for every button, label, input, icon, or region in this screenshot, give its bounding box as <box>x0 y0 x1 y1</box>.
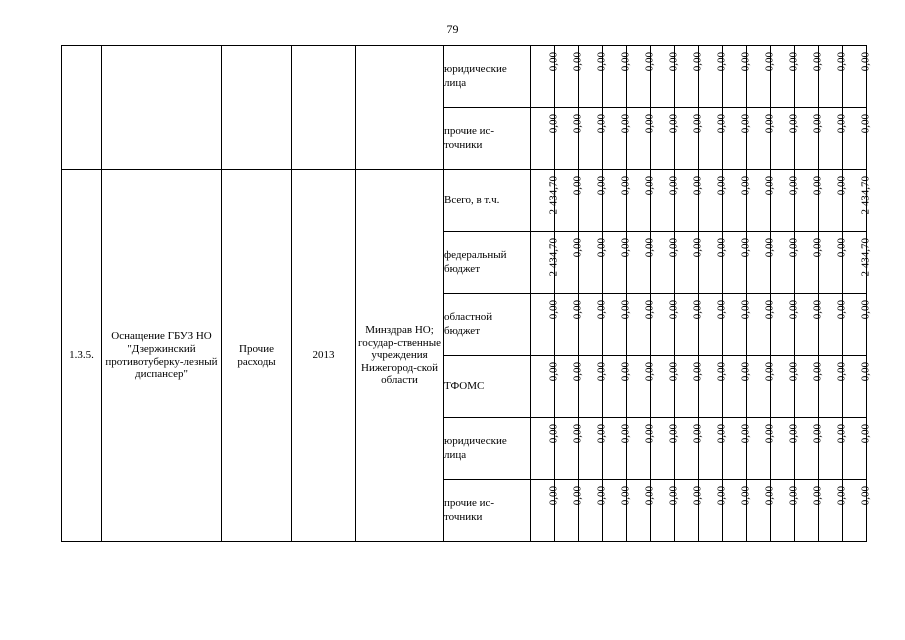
value-cell <box>579 294 607 356</box>
value-text: 0,00 <box>763 238 775 258</box>
value-cell <box>819 46 847 108</box>
item-name: Оснащение ГБУЗ НО "Дзержинский противотуберку-лезный диспансер" <box>102 170 222 542</box>
funding-source: ТФОМС <box>444 356 531 418</box>
value-text: 0,00 <box>859 300 871 320</box>
value-cell <box>579 108 607 170</box>
value-cell <box>819 356 847 418</box>
budget-table <box>61 45 871 542</box>
value-cell <box>651 46 679 108</box>
value-cell <box>795 294 823 356</box>
funding-source: юридические лица <box>444 418 531 480</box>
value-cell <box>723 108 751 170</box>
value-text: 0,00 <box>595 52 607 72</box>
value-cell <box>603 170 631 232</box>
value-cell <box>675 46 703 108</box>
value-cell <box>699 170 727 232</box>
value-text: 0,00 <box>835 52 847 72</box>
value-cell <box>555 480 583 542</box>
value-cell <box>795 170 823 232</box>
value-text: 0,00 <box>787 176 799 196</box>
value-text: 0,00 <box>667 52 679 72</box>
value-cell <box>603 418 631 480</box>
value-text: 0,00 <box>835 486 847 506</box>
value-text: 0,00 <box>667 424 679 444</box>
funding-source: прочие ис-точники <box>444 480 531 542</box>
value-text: 0,00 <box>739 300 751 320</box>
value-text: 2 434,70 <box>859 176 871 215</box>
value-cell <box>627 418 655 480</box>
value-cell <box>771 294 799 356</box>
value-text: 0,00 <box>547 300 559 320</box>
value-text: 0,00 <box>571 362 583 382</box>
value-cell <box>603 108 631 170</box>
value-text: 0,00 <box>667 486 679 506</box>
value-cell <box>819 108 847 170</box>
value-cell <box>795 480 823 542</box>
value-cell <box>843 108 871 170</box>
value-text: 0,00 <box>859 114 871 134</box>
value-text: 0,00 <box>691 300 703 320</box>
value-text: 0,00 <box>643 238 655 258</box>
item-executor: Минздрав НО; государ-ственные учреждения Нижегород-ской области <box>356 170 444 542</box>
value-text: 0,00 <box>595 176 607 196</box>
value-text: 0,00 <box>571 300 583 320</box>
value-cell <box>771 356 799 418</box>
value-text: 0,00 <box>619 52 631 72</box>
value-cell <box>555 294 583 356</box>
value-cell <box>843 294 871 356</box>
value-cell <box>771 46 799 108</box>
value-cell <box>651 356 679 418</box>
table-row <box>62 46 867 108</box>
value-text: 0,00 <box>691 362 703 382</box>
value-cell <box>579 232 607 294</box>
value-text: 0,00 <box>643 176 655 196</box>
value-text: 0,00 <box>787 52 799 72</box>
value-text: 0,00 <box>763 486 775 506</box>
value-cell <box>651 108 679 170</box>
value-text: 0,00 <box>691 176 703 196</box>
value-text: 0,00 <box>835 114 847 134</box>
value-cell <box>579 46 607 108</box>
value-text: 0,00 <box>787 486 799 506</box>
value-cell <box>843 232 871 294</box>
value-text: 0,00 <box>715 300 727 320</box>
value-cell <box>627 356 655 418</box>
value-cell <box>555 170 583 232</box>
value-cell <box>795 108 823 170</box>
value-text: 0,00 <box>859 52 871 72</box>
value-cell <box>627 294 655 356</box>
value-cell <box>531 46 559 108</box>
continued-year-cell <box>292 46 356 170</box>
value-text: 0,00 <box>811 300 823 320</box>
value-cell <box>771 108 799 170</box>
value-cell <box>603 46 631 108</box>
page-number: 79 <box>446 22 459 36</box>
value-cell <box>603 480 631 542</box>
value-cell <box>819 294 847 356</box>
value-text: 0,00 <box>739 176 751 196</box>
value-text: 0,00 <box>571 424 583 444</box>
value-text: 0,00 <box>643 424 655 444</box>
value-cell <box>651 232 679 294</box>
value-text: 0,00 <box>595 424 607 444</box>
value-text: 0,00 <box>667 362 679 382</box>
value-cell <box>699 294 727 356</box>
value-cell <box>795 356 823 418</box>
value-text: 0,00 <box>739 114 751 134</box>
value-cell <box>555 418 583 480</box>
value-cell <box>771 170 799 232</box>
value-text: 0,00 <box>715 362 727 382</box>
value-cell <box>843 356 871 418</box>
value-cell <box>699 46 727 108</box>
value-text: 0,00 <box>811 486 823 506</box>
value-cell <box>627 480 655 542</box>
value-text: 0,00 <box>571 486 583 506</box>
value-cell <box>747 356 775 418</box>
value-cell <box>699 232 727 294</box>
value-cell <box>723 418 751 480</box>
funding-source: прочие ис-точники <box>444 108 531 170</box>
value-text: 0,00 <box>859 486 871 506</box>
value-cell <box>531 480 559 542</box>
value-text: 0,00 <box>619 176 631 196</box>
value-cell <box>819 418 847 480</box>
value-cell <box>531 108 559 170</box>
value-cell <box>747 480 775 542</box>
value-cell <box>795 232 823 294</box>
value-text: 0,00 <box>547 362 559 382</box>
continued-name-cell <box>102 46 222 170</box>
value-text: 0,00 <box>787 424 799 444</box>
value-text: 0,00 <box>811 238 823 258</box>
value-text: 0,00 <box>571 176 583 196</box>
value-text: 0,00 <box>643 486 655 506</box>
funding-source: областной бюджет <box>444 294 531 356</box>
value-text: 0,00 <box>811 52 823 72</box>
value-cell <box>675 232 703 294</box>
value-cell <box>579 356 607 418</box>
value-text: 0,00 <box>619 362 631 382</box>
value-text: 0,00 <box>715 486 727 506</box>
value-cell <box>699 480 727 542</box>
value-cell <box>651 480 679 542</box>
value-cell <box>747 232 775 294</box>
value-cell <box>555 46 583 108</box>
value-text: 0,00 <box>739 424 751 444</box>
value-text: 0,00 <box>667 176 679 196</box>
value-cell <box>555 232 583 294</box>
value-cell <box>723 170 751 232</box>
value-text: 0,00 <box>739 486 751 506</box>
value-text: 0,00 <box>763 114 775 134</box>
item-year: 2013 <box>292 170 356 542</box>
value-cell <box>675 356 703 418</box>
value-text: 0,00 <box>667 300 679 320</box>
value-text: 0,00 <box>787 238 799 258</box>
continued-expense-cell <box>222 46 292 170</box>
value-text: 0,00 <box>811 176 823 196</box>
value-text: 0,00 <box>859 424 871 444</box>
value-text: 0,00 <box>739 52 751 72</box>
continued-executor-cell <box>356 46 444 170</box>
value-text: 0,00 <box>595 300 607 320</box>
value-text: 0,00 <box>595 238 607 258</box>
funding-source: Всего, в т.ч. <box>444 170 531 232</box>
value-text: 0,00 <box>643 362 655 382</box>
value-text: 0,00 <box>667 114 679 134</box>
value-cell <box>723 232 751 294</box>
value-cell <box>795 418 823 480</box>
value-cell <box>603 294 631 356</box>
value-text: 0,00 <box>595 114 607 134</box>
value-cell <box>747 418 775 480</box>
value-cell <box>723 356 751 418</box>
value-cell <box>675 108 703 170</box>
value-cell <box>699 108 727 170</box>
value-cell <box>843 418 871 480</box>
value-cell <box>723 480 751 542</box>
value-text: 2 434,70 <box>547 238 559 277</box>
value-text: 0,00 <box>571 114 583 134</box>
value-cell <box>651 170 679 232</box>
value-cell <box>771 418 799 480</box>
value-cell <box>627 170 655 232</box>
value-text: 0,00 <box>787 300 799 320</box>
value-cell <box>627 108 655 170</box>
value-cell <box>843 170 871 232</box>
funding-source: юридические лица <box>444 46 531 108</box>
value-cell <box>531 294 559 356</box>
value-text: 0,00 <box>571 52 583 72</box>
value-cell <box>531 170 559 232</box>
value-cell <box>531 418 559 480</box>
value-text: 0,00 <box>787 362 799 382</box>
table-body <box>62 46 871 542</box>
value-text: 0,00 <box>715 114 727 134</box>
value-text: 0,00 <box>835 424 847 444</box>
value-text: 0,00 <box>619 486 631 506</box>
value-text: 0,00 <box>547 52 559 72</box>
value-cell <box>819 232 847 294</box>
value-cell <box>771 480 799 542</box>
value-text: 0,00 <box>643 52 655 72</box>
value-cell <box>651 294 679 356</box>
value-text: 0,00 <box>715 238 727 258</box>
value-text: 0,00 <box>835 176 847 196</box>
value-cell <box>531 232 559 294</box>
value-cell <box>627 46 655 108</box>
value-cell <box>555 356 583 418</box>
value-text: 0,00 <box>811 362 823 382</box>
value-cell <box>819 170 847 232</box>
value-text: 0,00 <box>763 424 775 444</box>
value-text: 0,00 <box>739 238 751 258</box>
value-cell <box>579 480 607 542</box>
value-text: 0,00 <box>739 362 751 382</box>
value-text: 0,00 <box>691 114 703 134</box>
value-text: 0,00 <box>715 176 727 196</box>
value-cell <box>675 170 703 232</box>
value-cell <box>747 46 775 108</box>
value-text: 0,00 <box>859 362 871 382</box>
value-cell <box>675 294 703 356</box>
value-text: 0,00 <box>691 486 703 506</box>
value-cell <box>699 356 727 418</box>
value-text: 0,00 <box>619 238 631 258</box>
value-cell <box>579 418 607 480</box>
table-row <box>62 170 867 232</box>
value-text: 0,00 <box>835 362 847 382</box>
value-text: 0,00 <box>547 486 559 506</box>
value-cell <box>723 46 751 108</box>
value-text: 0,00 <box>619 300 631 320</box>
value-cell <box>843 480 871 542</box>
value-text: 2 434,70 <box>859 238 871 277</box>
value-cell <box>627 232 655 294</box>
value-text: 0,00 <box>691 424 703 444</box>
value-text: 0,00 <box>691 238 703 258</box>
value-text: 0,00 <box>619 114 631 134</box>
value-cell <box>747 170 775 232</box>
value-cell <box>747 108 775 170</box>
value-cell <box>771 232 799 294</box>
value-text: 0,00 <box>835 238 847 258</box>
value-text: 0,00 <box>763 52 775 72</box>
value-text: 0,00 <box>595 362 607 382</box>
item-expense-type: Прочие расходы <box>222 170 292 542</box>
value-cell <box>699 418 727 480</box>
value-text: 0,00 <box>691 52 703 72</box>
value-text: 0,00 <box>667 238 679 258</box>
funding-source: федеральный бюджет <box>444 232 531 294</box>
value-cell <box>579 170 607 232</box>
value-cell <box>747 294 775 356</box>
value-text: 0,00 <box>763 300 775 320</box>
value-cell <box>675 418 703 480</box>
value-cell <box>603 356 631 418</box>
value-text: 0,00 <box>715 424 727 444</box>
value-text: 0,00 <box>571 238 583 258</box>
value-text: 0,00 <box>547 424 559 444</box>
value-text: 0,00 <box>835 300 847 320</box>
value-text: 0,00 <box>643 114 655 134</box>
value-text: 0,00 <box>643 300 655 320</box>
value-text: 0,00 <box>811 114 823 134</box>
value-cell <box>603 232 631 294</box>
value-text: 0,00 <box>595 486 607 506</box>
value-cell <box>843 46 871 108</box>
value-cell <box>723 294 751 356</box>
value-text: 0,00 <box>619 424 631 444</box>
value-cell <box>651 418 679 480</box>
value-text: 0,00 <box>787 114 799 134</box>
value-cell <box>675 480 703 542</box>
continued-number-cell <box>62 46 102 170</box>
value-cell <box>531 356 559 418</box>
value-text: 0,00 <box>811 424 823 444</box>
value-text: 0,00 <box>763 362 775 382</box>
value-text: 0,00 <box>715 52 727 72</box>
value-cell <box>819 480 847 542</box>
value-text: 2 434,70 <box>547 176 559 215</box>
value-cell <box>555 108 583 170</box>
value-text: 0,00 <box>763 176 775 196</box>
item-number: 1.3.5. <box>62 170 102 542</box>
value-cell <box>795 46 823 108</box>
value-text: 0,00 <box>547 114 559 134</box>
